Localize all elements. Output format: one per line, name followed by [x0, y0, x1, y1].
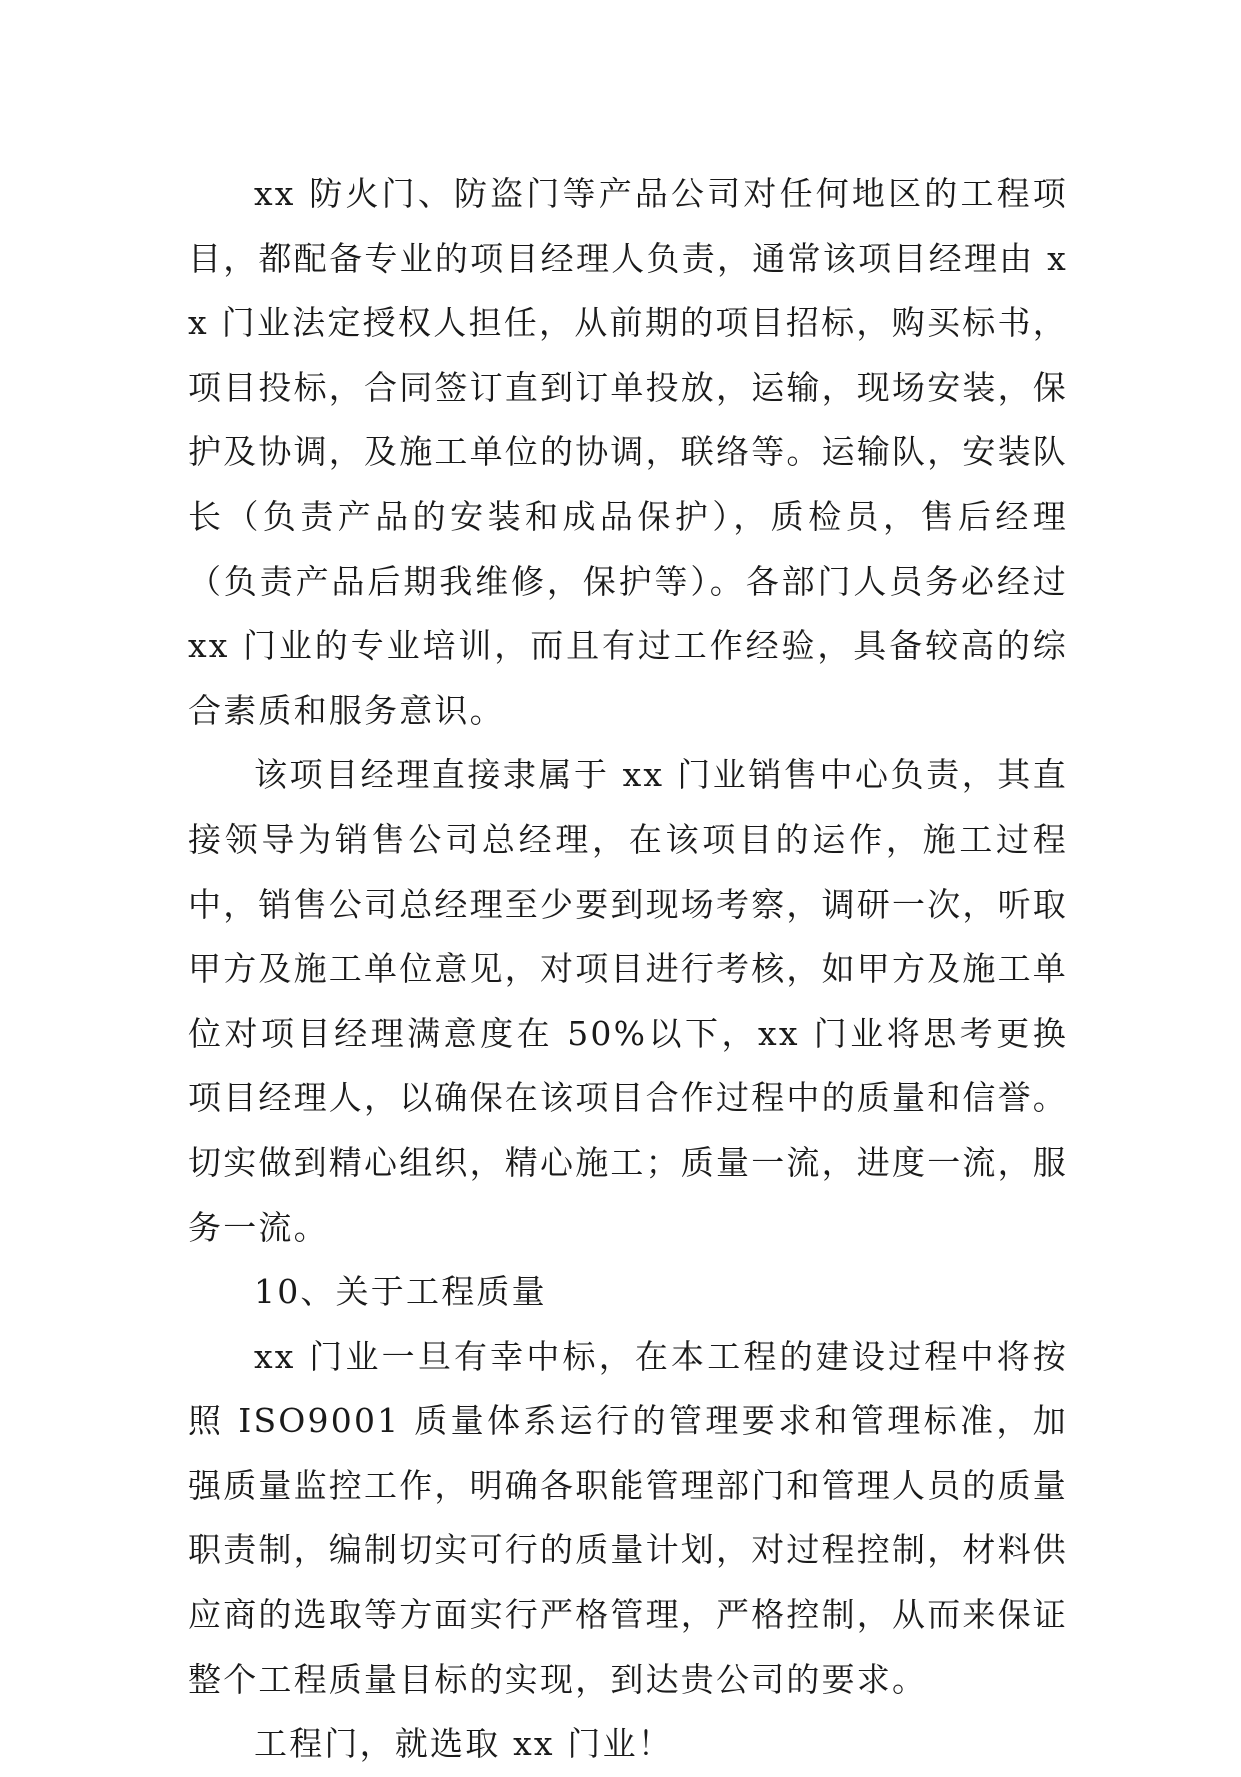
section-heading-quality: 10、关于工程质量 [254, 1272, 547, 1312]
paragraph-quality-commitment: xx 门业一旦有幸中标，在本工程的建设过程中将按照 ISO9001 质量体系运行的管理要求和管理标准，加强质量监控工作，明确各职能管理部门和管理人员的质量职责制，编制切实可行的质量计划，对过程控制，材料供应商的选取等方面实行严格管理，严格控制，从而来保证整个工程质量目标的实现，到达贵公司的要求。 [188, 1336, 1068, 1699]
paragraph-manager-supervision: 该项目经理直接隶属于 xx 门业销售中心负责，其直接领导为销售公司总经理，在该项目的运作，施工过程中，销售公司总经理至少要到现场考察，调研一次，听取甲方及施工单位意见，对项目进行考核，如甲方及施工单位对项目经理满意度在 50%以下，xx 门业将思考更换项目经理人，以确保在该项目合作过程中的质量和信誉。切实做到精心组织，精心施工；质量一流，进度一流，服务一流。 [188, 755, 1068, 1247]
document-body [188, 162, 1068, 1777]
paragraph-project-manager: xx 防火门、防盗门等产品公司对任何地区的工程项目，都配备专业的项目经理人负责，通常该项目经理由 xx 门业法定授权人担任，从前期的项目招标，购买标书，项目投标，合同签订直到订单投放，运输，现场安装，保护及协调，及施工单位的协调，联络等。运输队，安装队长（负责产品的安装和成品保护），质检员，售后经理（负责产品后期我维修，保护等）。各部门人员务必经过 xx 门业的专业培训，而且有过工作经验，具备较高的综合素质和服务意识。 [188, 174, 1068, 730]
paragraph-closing-slogan: 工程门，就选取 xx 门业！ [254, 1724, 674, 1764]
